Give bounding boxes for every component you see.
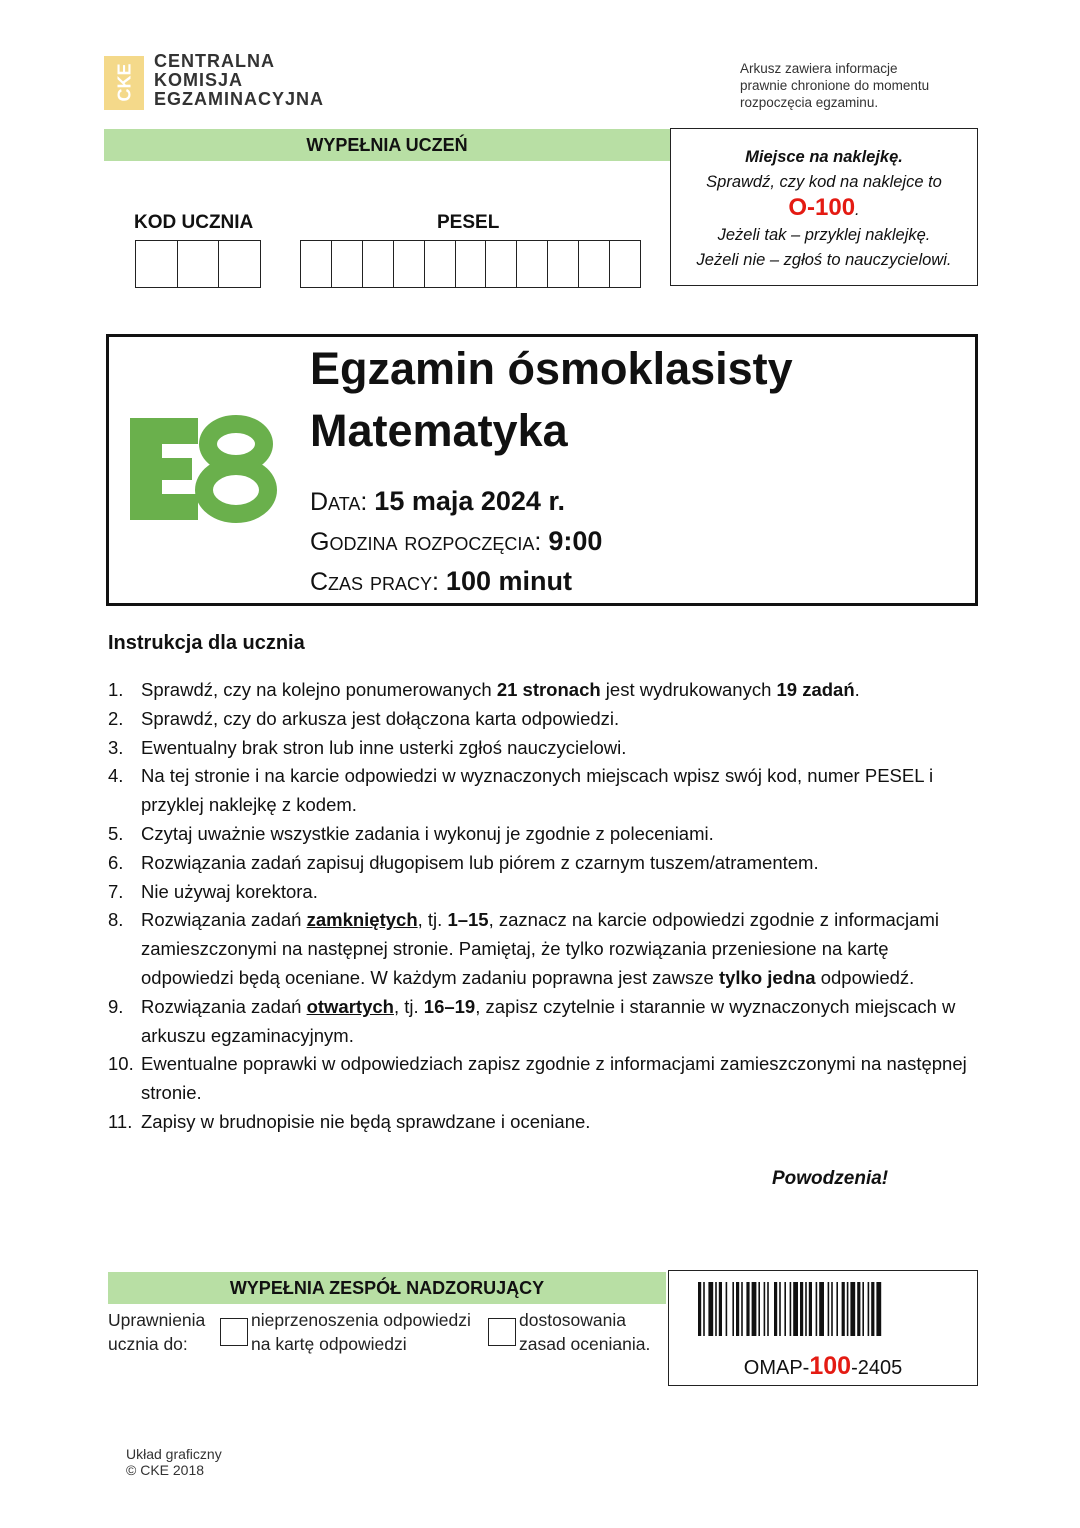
exam-title: Egzamin ósmoklasisty Matematyka xyxy=(310,338,793,462)
barcode-label: OMAP-100-2405 xyxy=(743,1352,903,1380)
barcode-icon xyxy=(698,1282,948,1336)
instructions-heading: Instrukcja dla ucznia xyxy=(108,632,305,654)
sticker-title: Miejsce na naklejkę. xyxy=(745,148,903,166)
svg-text:E8: E8 xyxy=(128,414,130,415)
supervisors-section-title: WYPEŁNIA ZESPÓŁ NADZORUJĄCY xyxy=(108,1272,666,1304)
student-section-title: WYPEŁNIA UCZEŃ xyxy=(104,129,670,161)
exam-date: Data: 15 maja 2024 r. xyxy=(310,486,565,516)
instruction-item: 9. Rozwiązania zadań otwartych, tj. 16–19, zapisz czytelnie i starannie w wyznaczonych miejscach w arkuszu egzaminacyjnym. xyxy=(108,995,956,1046)
footer: Układ graficzny © CKE 2018 xyxy=(126,1446,222,1478)
organization-name xyxy=(154,52,324,109)
org-line: CENTRALNA xyxy=(154,51,275,71)
exam-duration: Czas pracy: 100 minut xyxy=(310,566,572,596)
rights-label: Uprawnienia ucznia do: xyxy=(108,1310,206,1354)
pesel-input[interactable] xyxy=(300,240,641,288)
student-code-label: KOD UCZNIA xyxy=(134,212,254,233)
instruction-item: 8. Rozwiązania zadań zamkniętych, tj. 1–15, zaznacz na karcie odpowiedzi zgodnie z informacjami zamieszczonymi na następnej stronie. Pamiętaj, że tylko rozwiązania przeniesione na kartę odpowiedzi będą oceniane. W każdym zadaniu poprawna jest zawsze tylko jedna odpowiedź. xyxy=(108,909,939,988)
org-line: EGZAMINACYJNA xyxy=(154,89,325,109)
adjusted-grading-checkbox[interactable] xyxy=(488,1318,516,1346)
no-transfer-checkbox[interactable] xyxy=(220,1318,248,1346)
instruction-item: 6. Rozwiązania zadań zapisuj długopisem lub piórem z czarnym tuszem/atramentem. xyxy=(108,851,819,873)
option-adjusted-grading-label: dostosowania zasad oceniania. xyxy=(519,1310,651,1354)
legal-note: Arkusz zawiera informacje prawnie chronione do momentu rozpoczęcia egzaminu. xyxy=(740,61,930,110)
cke-logo-mark: CKE xyxy=(104,56,144,110)
pesel-label: PESEL xyxy=(437,212,500,233)
exam-start-time: Godzina rozpoczęcia: 9:00 xyxy=(310,526,603,556)
instruction-item: 1. Sprawdź, czy na kolejno ponumerowanych 21 stronach jest wydrukowanych 19 zadań. xyxy=(108,679,860,700)
closing-text: Powodzenia! xyxy=(772,1168,889,1189)
instruction-item: 3. Ewentualny brak stron lub inne usterki zgłoś nauczycielowi. xyxy=(108,736,627,758)
student-code-input[interactable] xyxy=(135,240,261,288)
instruction-item: 5. Czytaj uważnie wszystkie zadania i wykonuj je zgodnie z poleceniami. xyxy=(108,822,714,844)
instruction-item: 2. Sprawdź, czy do arkusza jest dołączona karta odpowiedzi. xyxy=(108,707,620,729)
org-line: KOMISJA xyxy=(154,70,244,90)
exam-subject: Matematyka xyxy=(310,405,568,456)
sticker-area: Miejsce na naklejkę. Sprawdź, czy kod na naklejce to O-100. Jeżeli tak – przyklej naklejkę. Jeżeli nie – zgłoś to nauczycielowi. xyxy=(670,128,978,286)
option-no-transfer-label: nieprzenoszenia odpowiedzi na kartę odpowiedzi xyxy=(251,1310,471,1354)
e8-logo-icon xyxy=(128,414,278,524)
instructions-list xyxy=(108,676,968,1137)
instruction-item: 11. Zapisy w brudnopisie nie będą sprawdzane i oceniane. xyxy=(108,1110,591,1132)
sticker-code: O-100 xyxy=(788,194,856,221)
instruction-item: 4. Na tej stronie i na karcie odpowiedzi w wyznaczonych miejscach wpisz swój kod, numer PESEL i przyklej naklejkę z kodem. xyxy=(108,765,934,816)
instruction-item: 10. Ewentualne poprawki w odpowiedziach zapisz zgodnie z informacjami zamieszczonymi na następnej stronie. xyxy=(108,1053,967,1104)
instruction-item: 7. Nie używaj korektora. xyxy=(108,880,318,902)
